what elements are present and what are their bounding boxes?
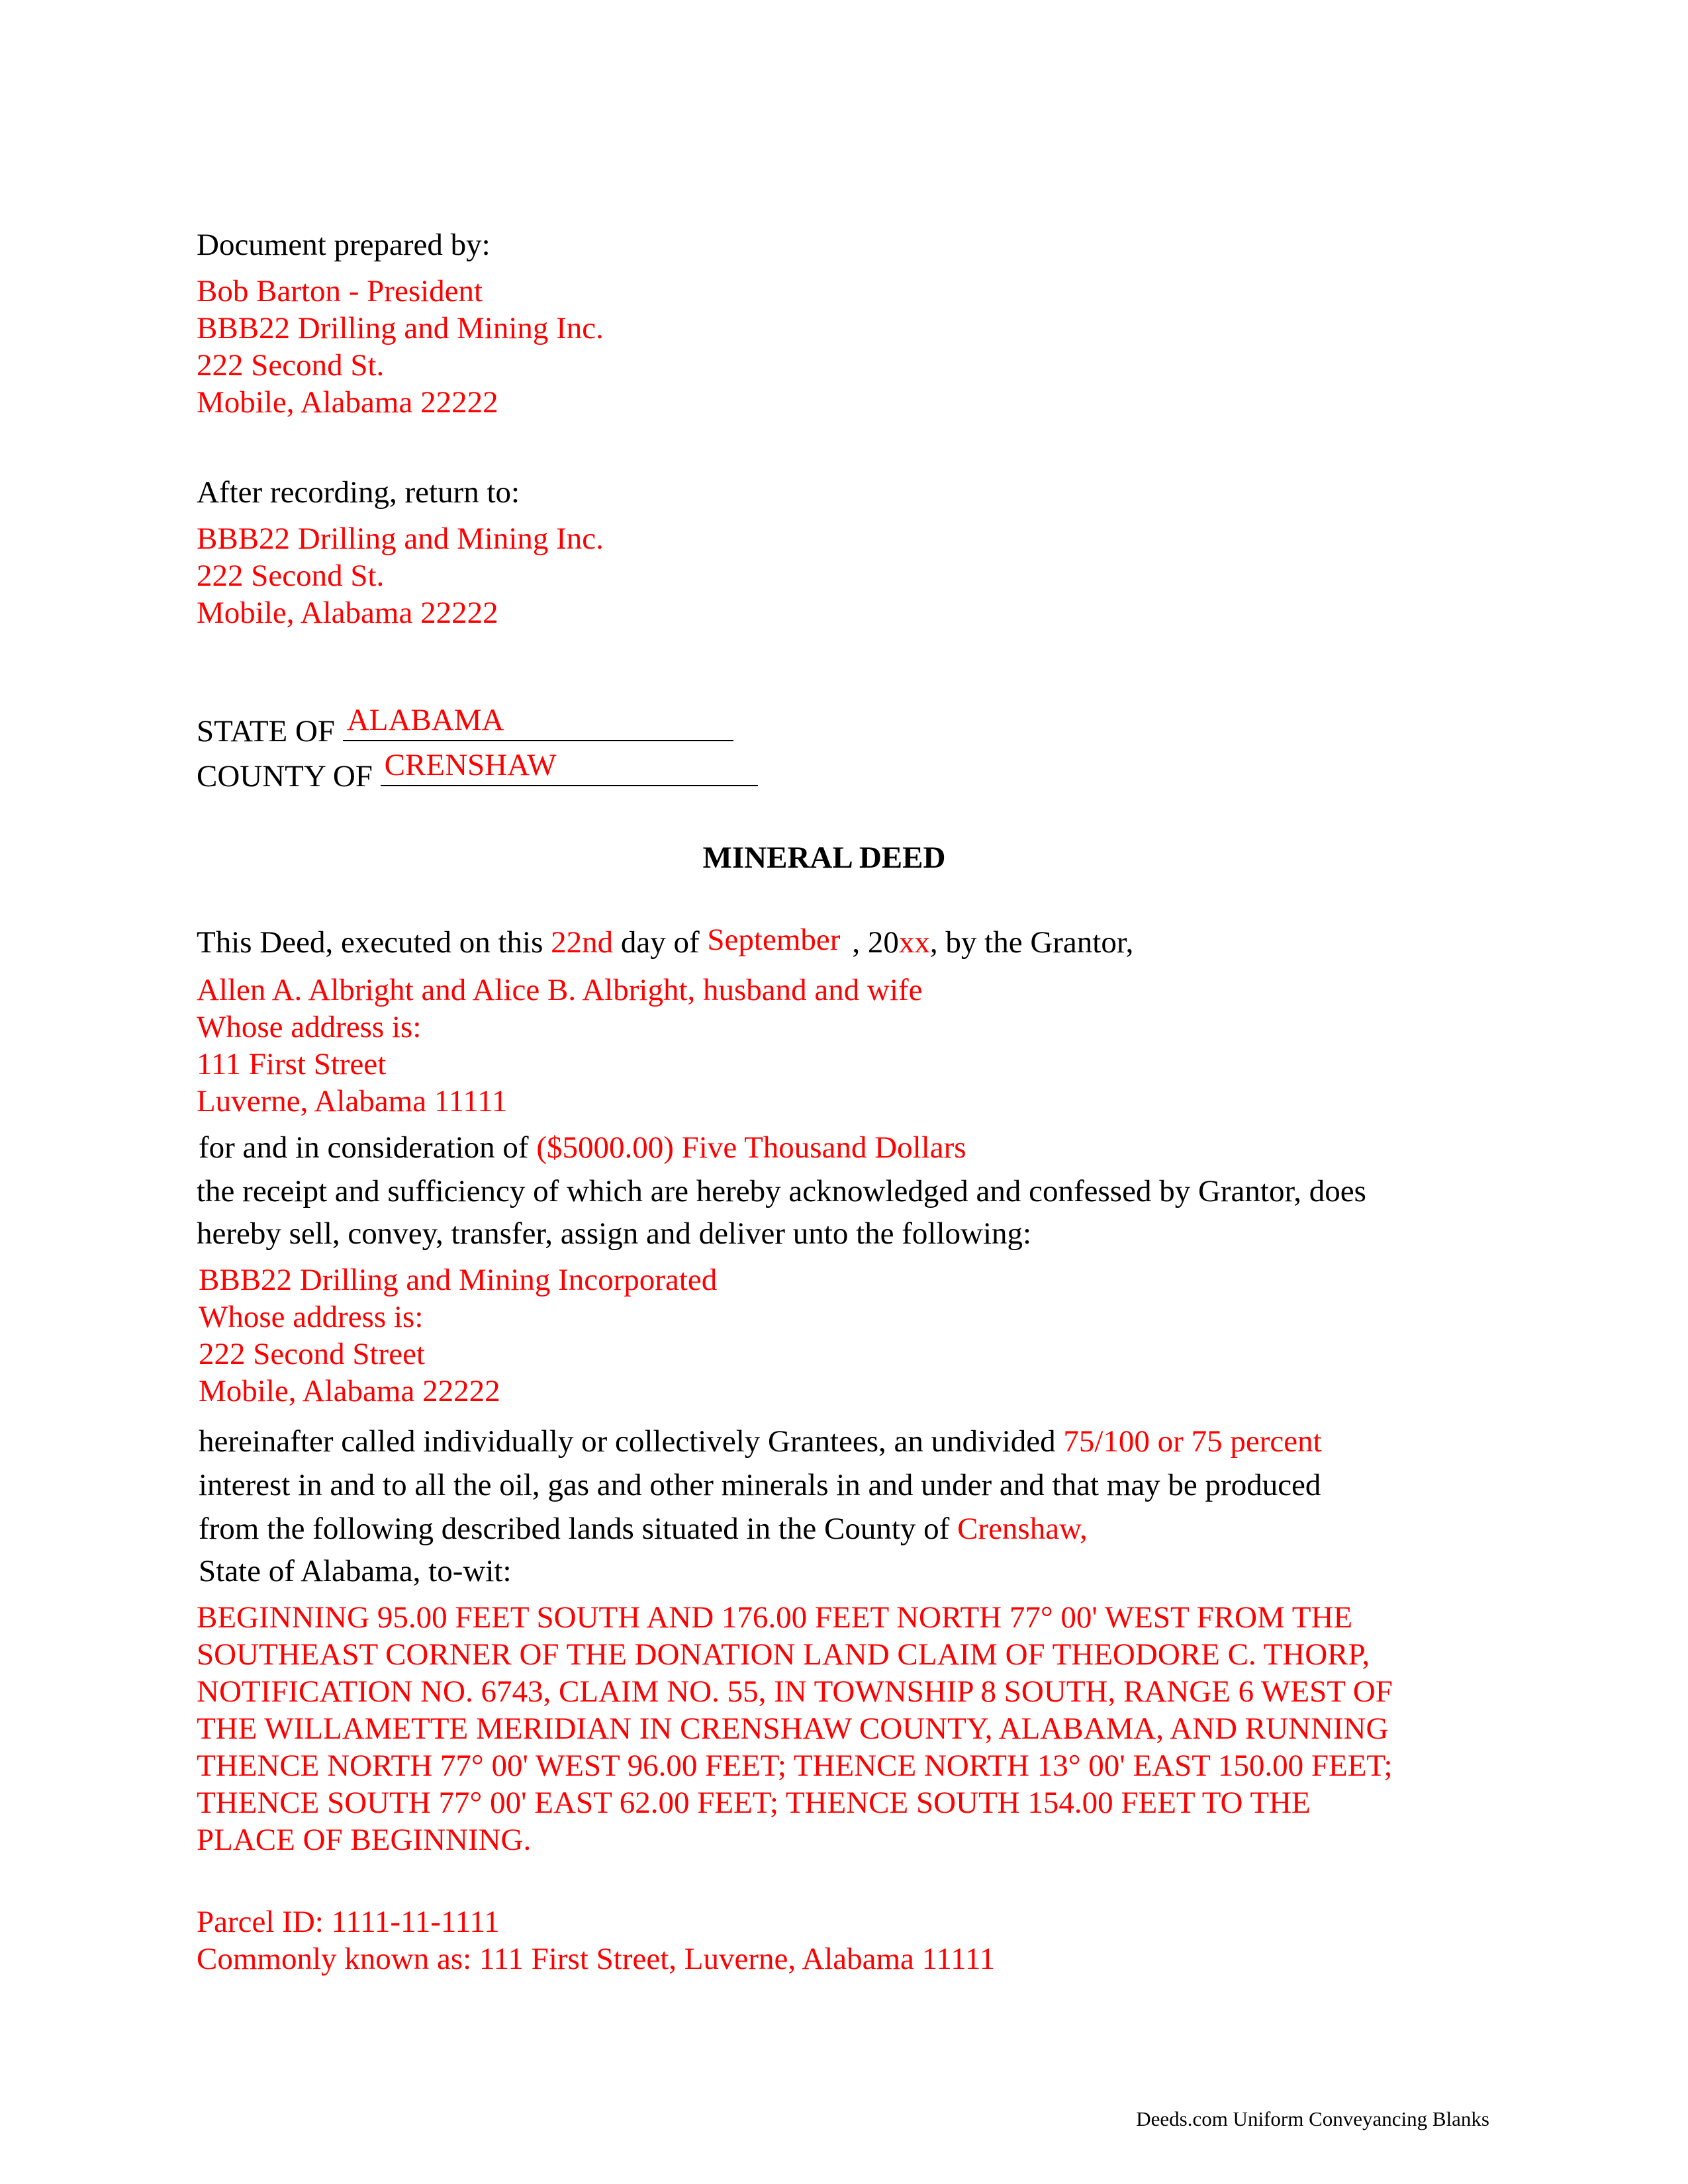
- deed-title: MINERAL DEED: [702, 841, 946, 875]
- commonly-known-as: Commonly known as: 111 First Street, Luverne, Alabama 11111: [197, 1942, 996, 1976]
- prepared-by-label: Document prepared by:: [197, 228, 491, 262]
- execution-month: September: [707, 923, 841, 957]
- parcel-id: Parcel ID: 1111-11-1111: [197, 1905, 500, 1939]
- legal-description-line: NOTIFICATION NO. 6743, CLAIM NO. 55, IN TOWNSHIP 8 SOUTH, RANGE 6 WEST OF: [197, 1674, 1393, 1709]
- interest-line: State of Alabama, to-wit:: [199, 1554, 512, 1588]
- grantee-line: BBB22 Drilling and Mining Incorporated: [199, 1263, 718, 1297]
- return-to-line: Mobile, Alabama 22222: [197, 596, 498, 630]
- execution-day-of: day of: [620, 925, 700, 960]
- prepared-by-line: Mobile, Alabama 22222: [197, 385, 498, 420]
- return-to-label: After recording, return to:: [197, 475, 520, 510]
- state-label: STATE OF: [197, 714, 336, 749]
- legal-description-line: SOUTHEAST CORNER OF THE DONATION LAND CLAIM OF THEODORE C. THORP,: [197, 1637, 1370, 1672]
- interest-line: [199, 1423, 1322, 1460]
- grantor-line: Whose address is:: [197, 1010, 422, 1044]
- execution-prefix: This Deed, executed on this: [197, 925, 543, 960]
- prepared-by-line: 222 Second St.: [197, 348, 385, 383]
- execution-year-suffix: xx: [898, 925, 930, 960]
- grantee-line: 222 Second Street: [199, 1337, 425, 1371]
- state-value: ALABAMA: [346, 703, 504, 737]
- execution-year-prefix: , 20: [852, 925, 899, 960]
- receipt-line: hereby sell, convey, transfer, assign and deliver unto the following:: [197, 1216, 1032, 1251]
- execution-by-grantor: , by the Grantor,: [929, 925, 1134, 960]
- grantor-line: Allen A. Albright and Alice B. Albright, husband and wife: [197, 973, 923, 1007]
- legal-description-line: PLACE OF BEGINNING.: [197, 1823, 532, 1857]
- legal-description-line: BEGINNING 95.00 FEET SOUTH AND 176.00 FEET NORTH 77° 00' WEST FROM THE: [197, 1600, 1353, 1635]
- grantor-line: Luverne, Alabama 11111: [197, 1084, 508, 1118]
- legal-description-line: THENCE SOUTH 77° 00' EAST 62.00 FEET; THENCE SOUTH 154.00 FEET TO THE: [197, 1786, 1311, 1820]
- execution-day: 22nd: [551, 925, 614, 960]
- interest-line: interest in and to all the oil, gas and other minerals in and under and that may be produced: [199, 1468, 1321, 1502]
- receipt-line: the receipt and sufficiency of which are hereby acknowledged and confessed by Grantor, does: [197, 1174, 1366, 1208]
- county-label: COUNTY OF: [197, 759, 373, 794]
- consideration-prefix: for and in consideration of: [199, 1130, 529, 1165]
- grantor-line: 111 First Street: [197, 1047, 387, 1081]
- county-blank: [381, 748, 758, 786]
- execution-line: [197, 924, 1133, 961]
- interest-county-prefix: from the following described lands situated in the County of: [199, 1512, 950, 1546]
- interest-prefix: hereinafter called individually or collectively Grantees, an undivided: [199, 1424, 1056, 1459]
- legal-description-line: THENCE NORTH 77° 00' WEST 96.00 FEET; THENCE NORTH 13° 00' EAST 150.00 FEET;: [197, 1749, 1393, 1783]
- state-blank: [343, 705, 733, 741]
- prepared-by-line: BBB22 Drilling and Mining Inc.: [197, 311, 604, 345]
- state-line: [197, 705, 733, 750]
- grantee-line: Mobile, Alabama 22222: [199, 1374, 500, 1408]
- return-to-line: 222 Second St.: [197, 559, 385, 593]
- county-value: CRENSHAW: [384, 748, 557, 782]
- consideration-amount: ($5000.00) Five Thousand Dollars: [536, 1130, 966, 1165]
- prepared-by-line: Bob Barton - President: [197, 274, 483, 308]
- legal-description-line: THE WILLAMETTE MERIDIAN IN CRENSHAW COUNTY, ALABAMA, AND RUNNING: [197, 1711, 1389, 1746]
- return-to-line: BBB22 Drilling and Mining Inc.: [197, 522, 604, 556]
- interest-fraction: 75/100 or 75 percent: [1063, 1424, 1322, 1459]
- footer-text: Deeds.com Uniform Conveyancing Blanks: [1136, 2107, 1489, 2130]
- county-line: [197, 748, 758, 795]
- grantee-line: Whose address is:: [199, 1300, 424, 1334]
- interest-line: [199, 1510, 1088, 1547]
- consideration-line: [199, 1129, 966, 1166]
- interest-county: Crenshaw,: [957, 1512, 1088, 1546]
